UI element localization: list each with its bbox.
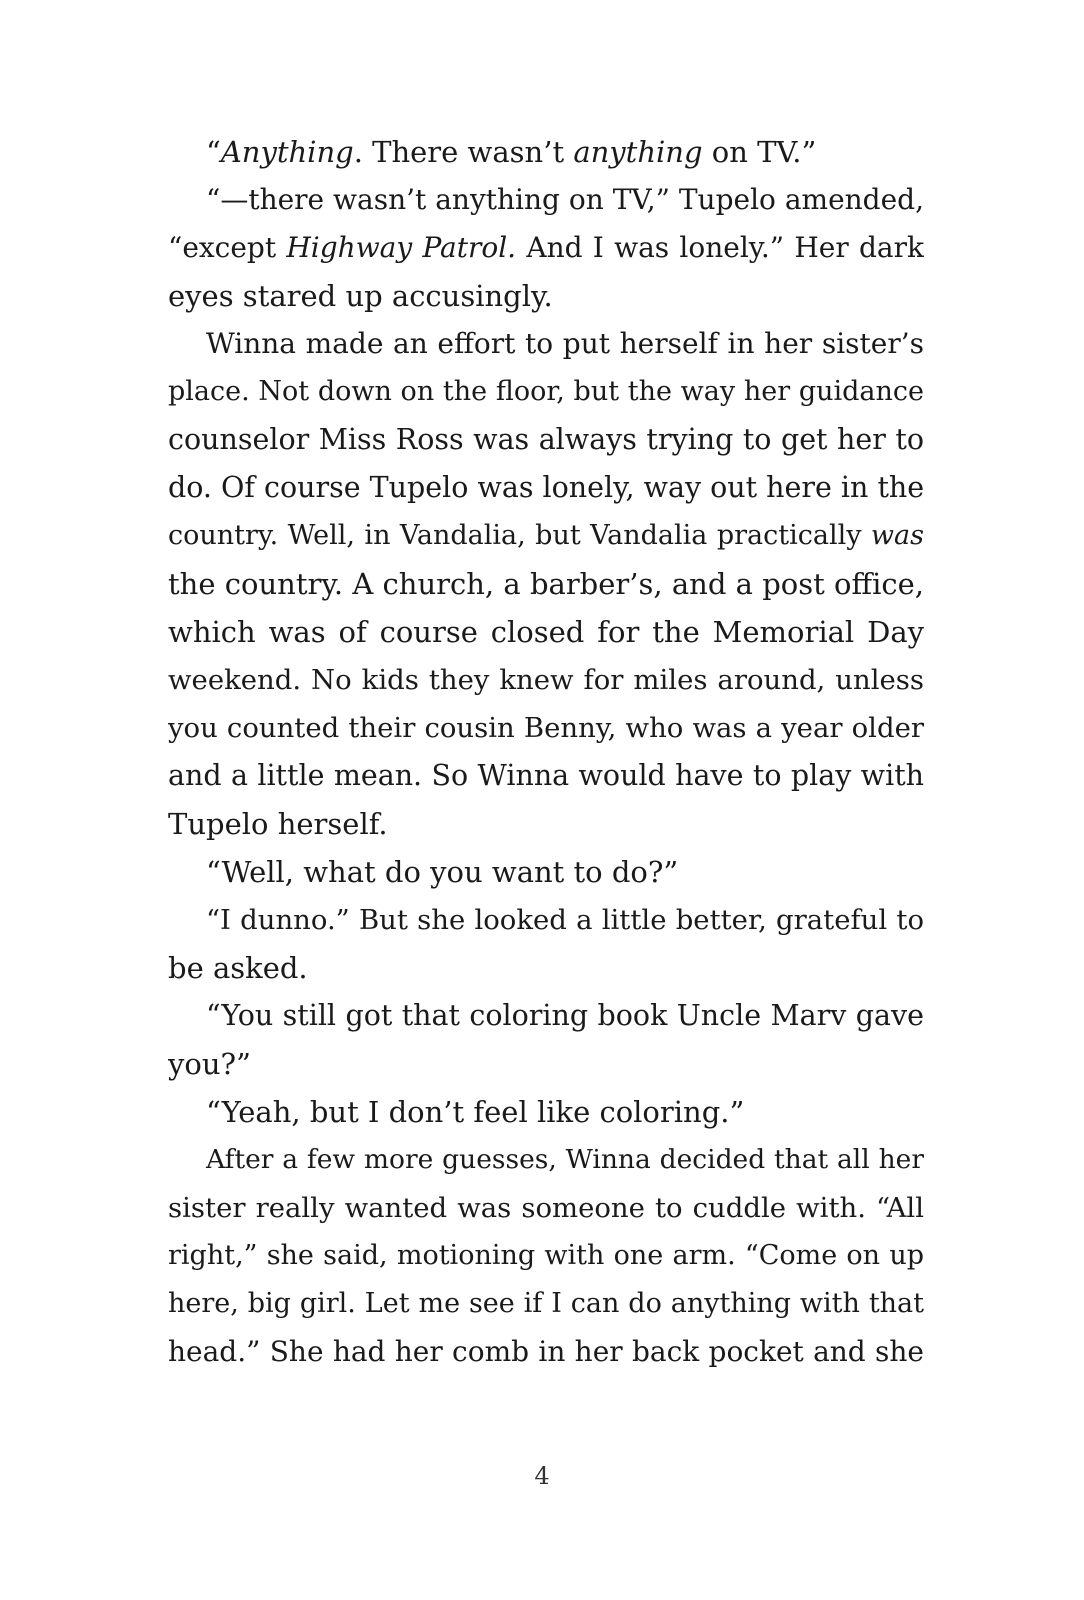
- text-segment: After a few more guesses, Winna decided that all her: [206, 1144, 924, 1175]
- text-line: [168, 1280, 924, 1328]
- body-text: [168, 128, 924, 1376]
- text-segment: place. Not down on the floor, but the way her guidance: [168, 376, 924, 407]
- text-segment: country. Well, in Vandalia, but Vandalia practically: [168, 520, 871, 551]
- text-segment: “Yeah, but I don’t feel like coloring.”: [206, 1095, 745, 1129]
- text-segment: on TV.”: [702, 135, 817, 169]
- text-segment: sister really wanted was someone to cuddle with. “All: [168, 1192, 924, 1224]
- text-line: [168, 656, 924, 704]
- text-segment: Winna made an effort to put herself in her sister’s: [206, 327, 924, 360]
- text-line: [168, 800, 924, 848]
- text-line: [168, 944, 924, 992]
- text-segment: Tupelo herself.: [168, 807, 388, 841]
- text-segment: head.” She had her comb in her back pocket and she: [168, 1335, 924, 1368]
- text-line: [168, 1184, 924, 1232]
- text-line: [168, 848, 924, 896]
- text-line: [168, 704, 924, 752]
- text-segment: “You still got that coloring book Uncle Marv gave: [206, 999, 924, 1032]
- italic-text: anything: [573, 135, 703, 169]
- italic-text: was: [870, 520, 924, 551]
- text-segment: weekend. No kids they knew for miles around, unless: [168, 664, 924, 696]
- italic-text: Anything: [220, 135, 354, 169]
- text-segment: “except: [168, 231, 287, 264]
- text-line: [168, 464, 924, 512]
- text-segment: be asked.: [168, 951, 308, 985]
- text-segment: And I was lonely.” Her dark: [516, 231, 924, 264]
- text-line: [168, 1088, 924, 1136]
- text-line: [168, 896, 924, 944]
- page-number: 4: [534, 1462, 550, 1490]
- text-line: [168, 1136, 924, 1184]
- text-line: [168, 272, 924, 320]
- text-line: [168, 992, 924, 1040]
- text-line: [168, 368, 924, 416]
- italic-text: Highway Patrol.: [286, 231, 517, 264]
- text-segment: counselor Miss Ross was always trying to get her to: [168, 423, 924, 456]
- text-segment: eyes stared up accusingly.: [168, 279, 553, 313]
- text-segment: which was of course closed for the Memorial Day: [168, 615, 924, 649]
- text-segment: “I dunno.” But she looked a little better, grateful to: [206, 904, 924, 936]
- text-segment: and a little mean. So Winna would have to play with: [168, 759, 924, 792]
- text-line: [168, 176, 924, 224]
- text-segment: . There wasn’t: [353, 135, 574, 169]
- text-line: [168, 224, 924, 272]
- text-segment: right,” she said, motioning with one arm. “Come on up: [168, 1240, 924, 1271]
- text-line: [168, 128, 924, 176]
- text-line: [168, 1040, 924, 1088]
- text-line: [168, 1328, 924, 1376]
- text-line: [168, 320, 924, 368]
- text-segment: “Well, what do you want to do?”: [206, 855, 679, 889]
- text-line: [168, 608, 924, 656]
- text-line: [168, 752, 924, 800]
- text-segment: “: [206, 135, 221, 169]
- text-line: [168, 512, 924, 560]
- text-segment: do. Of course Tupelo was lonely, way out here in the: [168, 471, 924, 504]
- text-line: [168, 1232, 924, 1280]
- text-line: [168, 416, 924, 464]
- text-segment: the country. A church, a barber’s, and a post office,: [168, 567, 924, 601]
- text-line: [168, 560, 924, 608]
- text-segment: you?”: [168, 1047, 251, 1081]
- text-segment: you counted their cousin Benny, who was a year older: [168, 712, 924, 744]
- text-segment: here, big girl. Let me see if I can do anything with that: [168, 1288, 924, 1319]
- text-segment: “—there wasn’t anything on TV,” Tupelo amended,: [206, 183, 924, 216]
